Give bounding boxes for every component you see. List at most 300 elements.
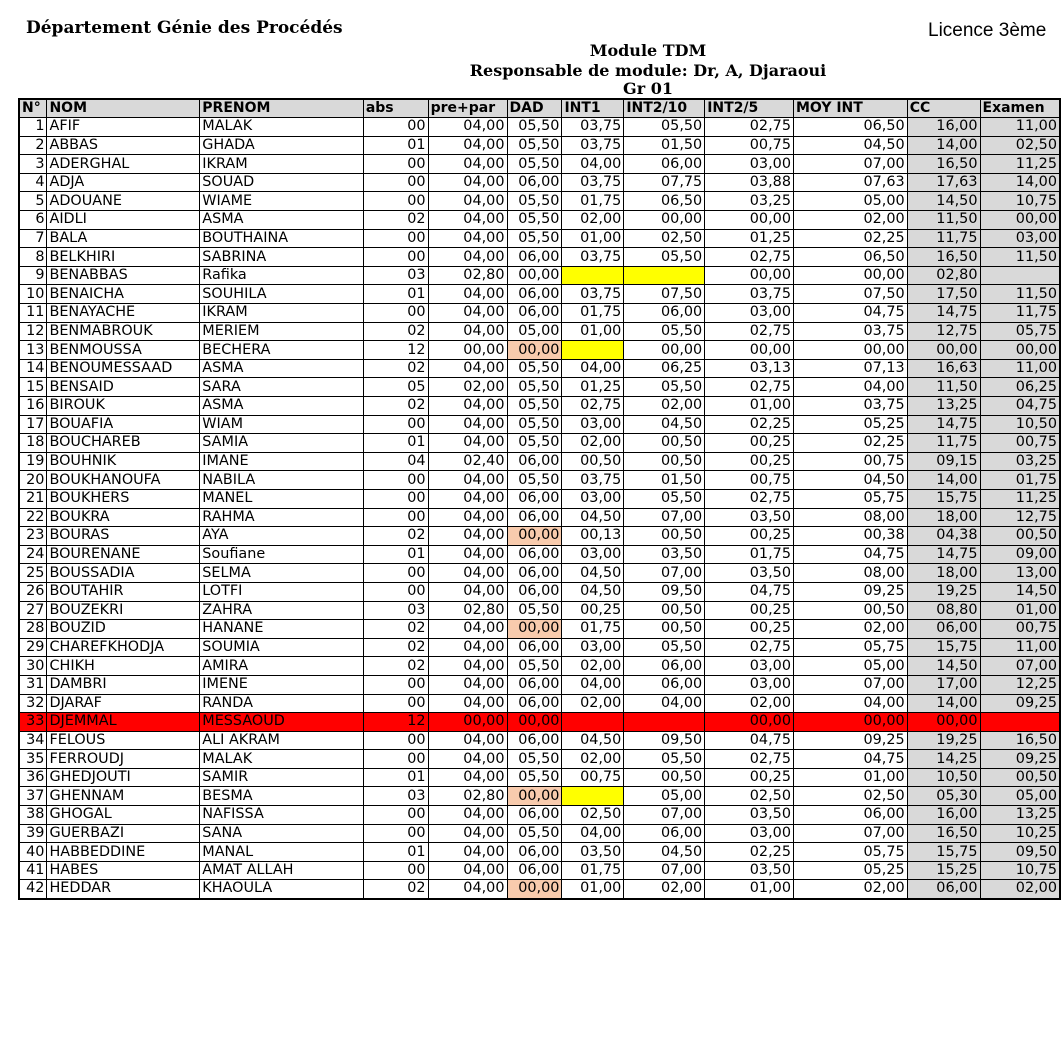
abs-cell: 00	[363, 155, 428, 174]
row-number: 21	[19, 489, 47, 508]
table-row	[19, 266, 1060, 285]
pre-par-cell: 04,00	[428, 173, 507, 192]
table-row	[19, 173, 1060, 192]
int2-10-cell: 01,50	[624, 471, 705, 490]
row-number: 28	[19, 620, 47, 639]
dad-cell: 05,50	[507, 824, 562, 843]
int2-5-cell: 01,75	[705, 545, 794, 564]
student-prenom: Soufiane	[200, 545, 364, 564]
cc-cell: 15,75	[907, 489, 980, 508]
abs-cell: 03	[363, 266, 428, 285]
int2-10-cell: 00,50	[624, 434, 705, 453]
student-prenom: GHADA	[200, 136, 364, 155]
abs-cell: 02	[363, 322, 428, 341]
moy-int-cell: 04,75	[793, 750, 907, 769]
int2-10-cell: 04,50	[624, 843, 705, 862]
int1-cell: 00,13	[562, 527, 624, 546]
int2-10-cell: 05,50	[624, 638, 705, 657]
int1-cell: 01,75	[562, 861, 624, 880]
row-number: 17	[19, 415, 47, 434]
pre-par-cell: 04,00	[428, 564, 507, 583]
student-nom: DJARAF	[47, 694, 200, 713]
int2-10-cell: 09,50	[624, 731, 705, 750]
int1-cell: 02,00	[562, 750, 624, 769]
abs-cell: 00	[363, 731, 428, 750]
moy-int-cell: 07,00	[793, 675, 907, 694]
row-number: 8	[19, 248, 47, 267]
examen-cell: 09,50	[980, 843, 1060, 862]
student-nom: BENABBAS	[47, 266, 200, 285]
int1-cell: 04,50	[562, 582, 624, 601]
cc-cell: 14,75	[907, 415, 980, 434]
student-nom: BOUKRA	[47, 508, 200, 527]
moy-int-cell: 06,50	[793, 118, 907, 137]
student-nom: BELKHIRI	[47, 248, 200, 267]
abs-cell: 00	[363, 675, 428, 694]
student-nom: CHAREFKHODJA	[47, 638, 200, 657]
int2-10-cell: 07,75	[624, 173, 705, 192]
int1-cell: 00,50	[562, 452, 624, 471]
abs-cell: 01	[363, 768, 428, 787]
cc-cell: 15,25	[907, 861, 980, 880]
row-number: 15	[19, 378, 47, 397]
abs-cell: 02	[363, 657, 428, 676]
int1-cell: 04,00	[562, 155, 624, 174]
moy-int-cell: 04,50	[793, 136, 907, 155]
int2-5-cell: 02,75	[705, 750, 794, 769]
dad-cell: 06,00	[507, 564, 562, 583]
cc-cell: 10,50	[907, 768, 980, 787]
int2-5-cell: 00,75	[705, 471, 794, 490]
int2-10-cell: 06,00	[624, 304, 705, 323]
int2-10-cell: 00,50	[624, 527, 705, 546]
table-row	[19, 378, 1060, 397]
col-header-int2-5: INT2/5	[705, 99, 794, 118]
cc-cell: 19,25	[907, 731, 980, 750]
row-number: 33	[19, 713, 47, 732]
int1-cell: 03,75	[562, 173, 624, 192]
cc-cell: 14,25	[907, 750, 980, 769]
int2-10-cell: 07,00	[624, 564, 705, 583]
dad-cell: 06,00	[507, 731, 562, 750]
abs-cell: 03	[363, 601, 428, 620]
student-nom: DAMBRI	[47, 675, 200, 694]
cc-cell: 11,75	[907, 229, 980, 248]
table-row	[19, 657, 1060, 676]
pre-par-cell: 00,00	[428, 713, 507, 732]
student-nom: HABES	[47, 861, 200, 880]
pre-par-cell: 02,80	[428, 601, 507, 620]
student-prenom: SARA	[200, 378, 364, 397]
int2-5-cell: 04,75	[705, 731, 794, 750]
examen-cell: 11,75	[980, 304, 1060, 323]
table-row	[19, 694, 1060, 713]
examen-cell: 10,25	[980, 824, 1060, 843]
examen-cell: 11,25	[980, 155, 1060, 174]
dad-cell: 06,00	[507, 508, 562, 527]
int2-10-cell: 06,00	[624, 155, 705, 174]
table-row	[19, 341, 1060, 360]
int2-5-cell: 03,13	[705, 359, 794, 378]
cc-cell: 11,50	[907, 211, 980, 230]
abs-cell: 02	[363, 638, 428, 657]
pre-par-cell: 04,00	[428, 843, 507, 862]
row-number: 36	[19, 768, 47, 787]
student-nom: BOUAFIA	[47, 415, 200, 434]
row-number: 26	[19, 582, 47, 601]
int1-cell: 01,75	[562, 192, 624, 211]
row-number: 9	[19, 266, 47, 285]
student-nom: GHEDJOUTI	[47, 768, 200, 787]
examen-cell: 02,00	[980, 880, 1060, 899]
examen-cell: 02,50	[980, 136, 1060, 155]
dad-cell: 00,00	[507, 527, 562, 546]
col-header-int2-10: INT2/10	[624, 99, 705, 118]
row-number: 32	[19, 694, 47, 713]
int2-10-cell: 00,50	[624, 452, 705, 471]
abs-cell: 04	[363, 452, 428, 471]
dad-cell: 06,00	[507, 582, 562, 601]
moy-int-cell: 09,25	[793, 731, 907, 750]
pre-par-cell: 04,00	[428, 545, 507, 564]
int2-10-cell: 06,25	[624, 359, 705, 378]
student-nom: BOURAS	[47, 527, 200, 546]
cc-cell: 18,00	[907, 508, 980, 527]
int2-5-cell: 04,75	[705, 582, 794, 601]
int1-cell: 02,00	[562, 694, 624, 713]
abs-cell: 02	[363, 359, 428, 378]
student-nom: BOUHNIK	[47, 452, 200, 471]
moy-int-cell: 04,75	[793, 545, 907, 564]
pre-par-cell: 04,00	[428, 136, 507, 155]
cc-cell: 00,00	[907, 341, 980, 360]
dad-cell: 05,50	[507, 750, 562, 769]
dad-cell: 05,50	[507, 229, 562, 248]
int2-10-cell: 06,00	[624, 824, 705, 843]
pre-par-cell: 04,00	[428, 694, 507, 713]
student-prenom: MESSAOUD	[200, 713, 364, 732]
int2-10-cell: 07,00	[624, 861, 705, 880]
int2-5-cell: 02,00	[705, 694, 794, 713]
student-nom: GUERBAZI	[47, 824, 200, 843]
student-nom: BENMABROUK	[47, 322, 200, 341]
int1-cell: 01,75	[562, 620, 624, 639]
examen-cell: 09,25	[980, 694, 1060, 713]
grades-table	[18, 98, 1061, 900]
student-prenom: MALAK	[200, 118, 364, 137]
student-prenom: SOUMIA	[200, 638, 364, 657]
pre-par-cell: 04,00	[428, 768, 507, 787]
int2-10-cell: 07,50	[624, 285, 705, 304]
dad-cell: 00,00	[507, 880, 562, 899]
student-prenom: IKRAM	[200, 304, 364, 323]
dad-cell: 06,00	[507, 638, 562, 657]
dad-cell: 06,00	[507, 545, 562, 564]
table-row	[19, 601, 1060, 620]
moy-int-cell: 06,50	[793, 248, 907, 267]
row-number: 30	[19, 657, 47, 676]
examen-cell: 11,00	[980, 638, 1060, 657]
examen-cell: 16,50	[980, 731, 1060, 750]
student-nom: ADOUANE	[47, 192, 200, 211]
student-prenom: LOTFI	[200, 582, 364, 601]
col-header-nom: NOM	[47, 99, 200, 118]
student-nom: BENSAID	[47, 378, 200, 397]
student-prenom: RAHMA	[200, 508, 364, 527]
department-title: Département Génie des Procédés	[26, 18, 343, 38]
int1-cell	[562, 787, 624, 806]
dad-cell: 05,50	[507, 155, 562, 174]
int2-10-cell: 06,00	[624, 657, 705, 676]
moy-int-cell: 07,63	[793, 173, 907, 192]
table-row	[19, 750, 1060, 769]
student-nom: HABBEDDINE	[47, 843, 200, 862]
int1-cell: 03,75	[562, 471, 624, 490]
moy-int-cell: 01,00	[793, 768, 907, 787]
dad-cell: 05,00	[507, 322, 562, 341]
cc-cell: 06,00	[907, 880, 980, 899]
row-number: 19	[19, 452, 47, 471]
moy-int-cell: 05,75	[793, 489, 907, 508]
dad-cell: 05,50	[507, 601, 562, 620]
examen-cell: 11,50	[980, 248, 1060, 267]
row-number: 24	[19, 545, 47, 564]
cc-cell: 14,00	[907, 136, 980, 155]
int2-10-cell: 03,50	[624, 545, 705, 564]
cc-cell: 15,75	[907, 638, 980, 657]
int2-5-cell: 03,75	[705, 285, 794, 304]
abs-cell: 00	[363, 582, 428, 601]
pre-par-cell: 04,00	[428, 359, 507, 378]
student-nom: BOUSSADIA	[47, 564, 200, 583]
cc-cell: 04,38	[907, 527, 980, 546]
student-nom: BOUKHERS	[47, 489, 200, 508]
table-row	[19, 192, 1060, 211]
int2-5-cell: 03,25	[705, 192, 794, 211]
moy-int-cell: 07,00	[793, 155, 907, 174]
abs-cell: 00	[363, 229, 428, 248]
cc-cell: 14,00	[907, 471, 980, 490]
cc-cell: 19,25	[907, 582, 980, 601]
examen-cell: 07,00	[980, 657, 1060, 676]
abs-cell: 01	[363, 136, 428, 155]
int2-5-cell: 03,88	[705, 173, 794, 192]
pre-par-cell: 04,00	[428, 620, 507, 639]
int2-5-cell: 03,00	[705, 824, 794, 843]
student-prenom: Rafika	[200, 266, 364, 285]
cc-cell: 18,00	[907, 564, 980, 583]
int2-5-cell: 00,25	[705, 434, 794, 453]
module-responsible: Responsable de module: Dr, A, Djaraoui	[469, 61, 827, 80]
col-header-dad: DAD	[507, 99, 562, 118]
dad-cell: 00,00	[507, 787, 562, 806]
int2-10-cell: 00,50	[624, 601, 705, 620]
student-nom: AIDLI	[47, 211, 200, 230]
dad-cell: 05,50	[507, 136, 562, 155]
student-nom: BENAICHA	[47, 285, 200, 304]
row-number: 18	[19, 434, 47, 453]
int2-5-cell: 03,50	[705, 564, 794, 583]
abs-cell: 00	[363, 564, 428, 583]
student-prenom: BECHERA	[200, 341, 364, 360]
table-row	[19, 229, 1060, 248]
row-number: 40	[19, 843, 47, 862]
int1-cell: 00,25	[562, 601, 624, 620]
dad-cell: 00,00	[507, 620, 562, 639]
moy-int-cell: 04,50	[793, 471, 907, 490]
int2-10-cell: 04,00	[624, 694, 705, 713]
pre-par-cell: 04,00	[428, 657, 507, 676]
table-header-row	[19, 99, 1060, 118]
student-nom: ADJA	[47, 173, 200, 192]
abs-cell: 00	[363, 489, 428, 508]
pre-par-cell: 04,00	[428, 118, 507, 137]
row-number: 6	[19, 211, 47, 230]
int2-5-cell: 02,75	[705, 248, 794, 267]
int2-5-cell: 00,00	[705, 341, 794, 360]
student-prenom: AYA	[200, 527, 364, 546]
pre-par-cell: 04,00	[428, 155, 507, 174]
moy-int-cell: 02,00	[793, 880, 907, 899]
int2-10-cell: 07,00	[624, 508, 705, 527]
examen-cell: 11,00	[980, 359, 1060, 378]
table-row	[19, 248, 1060, 267]
examen-cell: 09,25	[980, 750, 1060, 769]
dad-cell: 06,00	[507, 173, 562, 192]
examen-cell: 11,25	[980, 489, 1060, 508]
student-nom: BOUTAHIR	[47, 582, 200, 601]
pre-par-cell: 04,00	[428, 192, 507, 211]
moy-int-cell: 00,50	[793, 601, 907, 620]
abs-cell: 05	[363, 378, 428, 397]
moy-int-cell: 00,00	[793, 341, 907, 360]
student-prenom: NAFISSA	[200, 806, 364, 825]
cc-cell: 16,50	[907, 824, 980, 843]
int2-10-cell: 07,00	[624, 806, 705, 825]
int2-10-cell: 00,00	[624, 341, 705, 360]
row-number: 13	[19, 341, 47, 360]
examen-cell: 12,75	[980, 508, 1060, 527]
cc-cell: 16,00	[907, 118, 980, 137]
table-row	[19, 861, 1060, 880]
col-header-prenom: PRENOM	[200, 99, 364, 118]
abs-cell: 00	[363, 192, 428, 211]
int1-cell: 02,00	[562, 211, 624, 230]
col-header-examen: Examen	[980, 99, 1060, 118]
cc-cell: 17,63	[907, 173, 980, 192]
examen-cell: 10,50	[980, 415, 1060, 434]
int1-cell: 00,75	[562, 768, 624, 787]
cc-cell: 16,50	[907, 155, 980, 174]
row-number: 29	[19, 638, 47, 657]
row-number: 14	[19, 359, 47, 378]
abs-cell: 12	[363, 713, 428, 732]
row-number: 22	[19, 508, 47, 527]
row-number: 39	[19, 824, 47, 843]
examen-cell: 13,25	[980, 806, 1060, 825]
student-nom: FERROUDJ	[47, 750, 200, 769]
dad-cell: 06,00	[507, 452, 562, 471]
pre-par-cell: 04,00	[428, 861, 507, 880]
student-nom: BIROUK	[47, 397, 200, 416]
int1-cell	[562, 713, 624, 732]
int2-10-cell: 00,00	[624, 211, 705, 230]
dad-cell: 06,00	[507, 248, 562, 267]
cc-cell: 06,00	[907, 620, 980, 639]
dad-cell: 06,00	[507, 843, 562, 862]
examen-cell: 14,00	[980, 173, 1060, 192]
row-number: 23	[19, 527, 47, 546]
int1-cell: 03,75	[562, 118, 624, 137]
cc-cell: 14,75	[907, 304, 980, 323]
pre-par-cell: 02,80	[428, 266, 507, 285]
examen-cell: 05,75	[980, 322, 1060, 341]
examen-cell: 03,25	[980, 452, 1060, 471]
student-prenom: SOUAD	[200, 173, 364, 192]
int1-cell: 04,00	[562, 359, 624, 378]
row-number: 7	[19, 229, 47, 248]
table-row	[19, 118, 1060, 137]
int2-10-cell: 06,00	[624, 675, 705, 694]
int2-10-cell: 06,50	[624, 192, 705, 211]
cc-cell: 09,15	[907, 452, 980, 471]
moy-int-cell: 02,25	[793, 434, 907, 453]
student-nom: GHENNAM	[47, 787, 200, 806]
dad-cell: 00,00	[507, 713, 562, 732]
student-prenom: ZAHRA	[200, 601, 364, 620]
row-number: 1	[19, 118, 47, 137]
int1-cell: 04,50	[562, 731, 624, 750]
int2-10-cell: 02,50	[624, 229, 705, 248]
int2-5-cell: 00,25	[705, 620, 794, 639]
examen-cell: 00,00	[980, 211, 1060, 230]
student-prenom: MANAL	[200, 843, 364, 862]
student-nom: FELOUS	[47, 731, 200, 750]
col-header-number: N°	[19, 99, 47, 118]
abs-cell: 00	[363, 118, 428, 137]
module-title: Module TDM	[589, 41, 707, 60]
int2-5-cell: 01,00	[705, 880, 794, 899]
row-number: 16	[19, 397, 47, 416]
pre-par-cell: 04,00	[428, 471, 507, 490]
pre-par-cell: 00,00	[428, 341, 507, 360]
table-row	[19, 452, 1060, 471]
cc-cell: 16,63	[907, 359, 980, 378]
examen-cell: 14,50	[980, 582, 1060, 601]
abs-cell: 02	[363, 211, 428, 230]
int2-10-cell: 04,50	[624, 415, 705, 434]
row-number: 4	[19, 173, 47, 192]
pre-par-cell: 04,00	[428, 880, 507, 899]
int2-5-cell: 02,25	[705, 843, 794, 862]
student-prenom: KHAOULA	[200, 880, 364, 899]
table-row	[19, 806, 1060, 825]
int2-5-cell: 02,50	[705, 787, 794, 806]
moy-int-cell: 02,00	[793, 211, 907, 230]
cc-cell: 14,00	[907, 694, 980, 713]
moy-int-cell: 05,25	[793, 415, 907, 434]
abs-cell: 00	[363, 694, 428, 713]
int2-10-cell: 02,00	[624, 880, 705, 899]
table-row	[19, 582, 1060, 601]
abs-cell: 00	[363, 824, 428, 843]
dad-cell: 00,00	[507, 266, 562, 285]
cc-cell: 17,00	[907, 675, 980, 694]
int2-10-cell: 05,50	[624, 378, 705, 397]
student-prenom: ASMA	[200, 397, 364, 416]
table-row	[19, 397, 1060, 416]
dad-cell: 05,50	[507, 378, 562, 397]
